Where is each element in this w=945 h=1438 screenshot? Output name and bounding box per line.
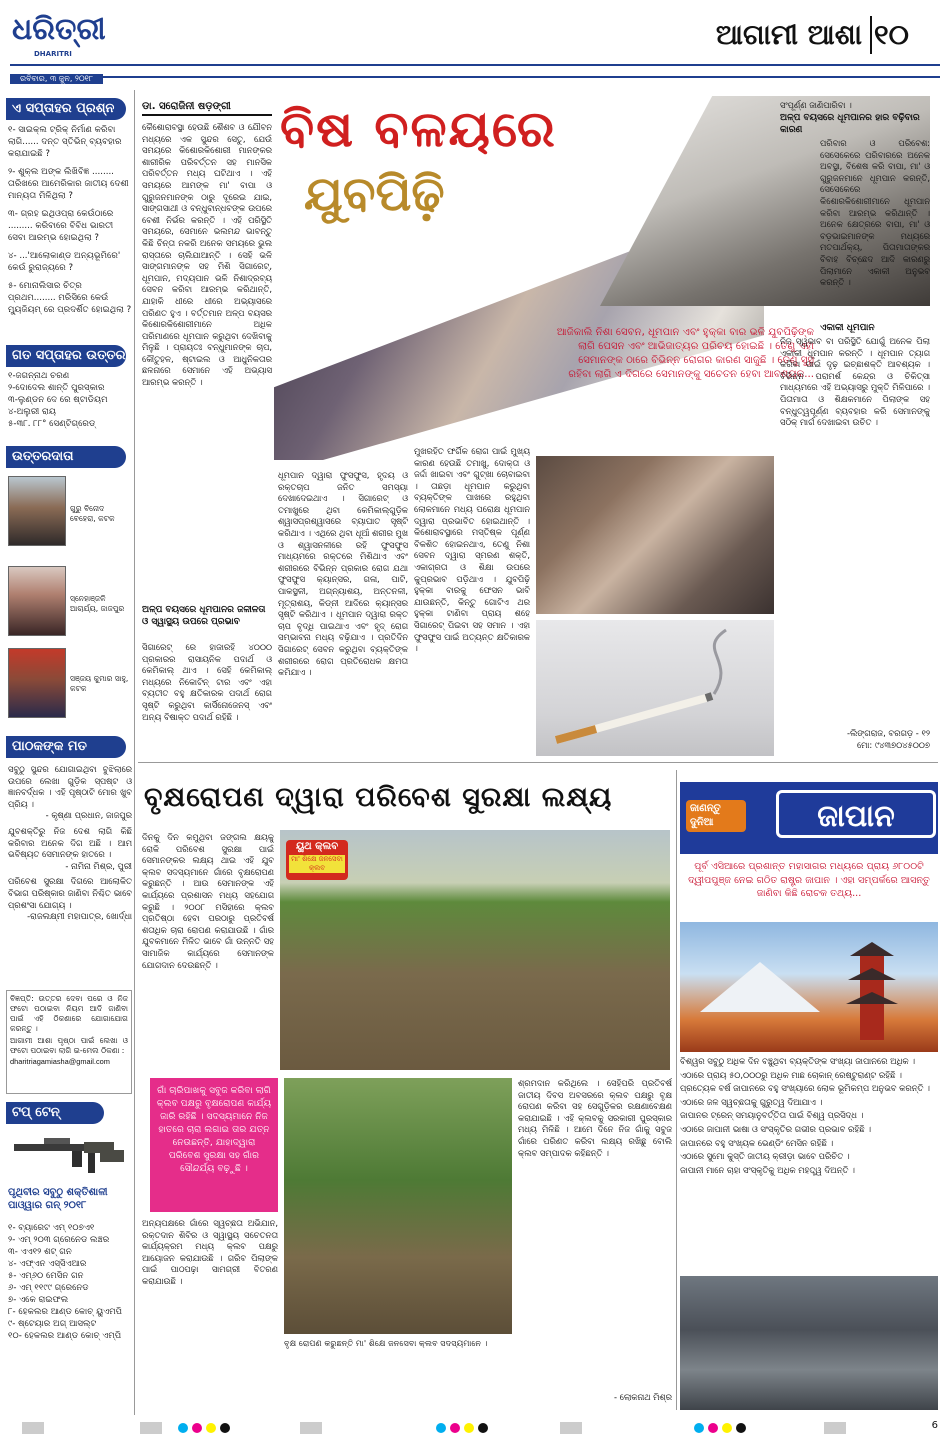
notice-address: ଆଗାମୀ ଆଶା ପୃଷ୍ଠା ପାଇଁ ଲେଖା ଓ ଫଟୋ ପଠାଇବା ଲାଗି ଇ-ମେଲ ଠିକଣା :	[10, 1036, 128, 1055]
japan-header	[680, 782, 938, 854]
badge-bottom: ମା' ଶିକ୍ଷେ ଜନସେବା କ୍ଲବ	[289, 855, 345, 873]
article1-col1: କୈଶୋରାବସ୍ଥା ହେଉଛି ଶୈଶବ ଓ ଯୌବନ ମଧ୍ୟରେ ଏକ ସୁନ୍ଦର ସେତୁ, ଯେଉଁ ସମୟରେ କିଶୋରକିଶୋରୀ ମାନଙ୍କର ଶାରୀରିକ ପରିବର୍ତ୍ତନ ସହ ମାନସିକ ପରିବର୍ତ୍ତନ ମଧ୍ୟ ଘଟିଥାଏ । ଏହି ସମୟରେ ଆମଙ୍କ ମା' ବାପା ଓ ଗୁରୁଜନମାନଙ୍କ ଠାରୁ ଦୂରେଇ ଯାଇ, ସାଙ୍ଗସାଥୀ ଓ ବନ୍ଧୁବାନ୍ଧବଙ୍କ ଉପରେ ବେଶୀ ନିର୍ଭର କରନ୍ତି । ଏହି ପରିସ୍ଥିତି ସମୟରେ, ସେମାନେ ଭଲମନ୍ଦ ଭାବନ୍ତୁ କିଛି ଚିନ୍ତା ନକରି ଅନେକ ସମୟରେ ଭୁଲ ରାସ୍ତାରେ ଚାଲିଯାଆନ୍ତି । ସେହି ଭଳି ସାଙ୍ଗମାନଙ୍କ ସହ ମିଶି ସିଗାରେଟ୍, ଧୂମପାନ, ମଦ୍ୟପାନ ଭଳି ନିଶାଦ୍ରବ୍ୟ ସେବନ କରିବା ଆରମ୍ଭ କରିଥାନ୍ତି, ଯାହାକି ଧୀରେ ଧୀରେ ଅଭ୍ୟାସରେ ପରିଣତ ହୁଏ । ବର୍ତ୍ତମାନ ଅଳ୍ପ ବୟସର କିଶୋରକିଶୋରୀମାନେ ଅଧିକ ପରିମାଣରେ ଧୂମପାନ କରୁଥିବା ଦେଖିବାକୁ ମିଳୁଛି । ପ୍ରାୟତଃ ବନ୍ଧୁମାନଙ୍କ ଚାପ, କୌତୁହଳ, ଷ୍ଟାଇଲ ଓ ଆଧୁନିକତାର ଛଳନାରେ ସେମାନେ ଏହି ଅଭ୍ୟାସ ଆରମ୍ଭ କରନ୍ତି ।	[142, 122, 272, 388]
opinion-title: ପାଠକଙ୍କ ମତ	[6, 736, 126, 758]
article2-signoff: - ଲୋକନାଥ ମିଶ୍ର	[613, 1392, 672, 1402]
winner-photo	[8, 648, 66, 718]
article1-col1b: ସିଗାରେଟ୍ ରେ ହାଜାରହି ୪୦୦୦ ପ୍ରକାରର ରାସାୟନିକ ପଦାର୍ଥ ଓ କେମିକାଲ୍ ଥାଏ । ସେହି କେମିକାଲ୍ ମଧ୍ୟରେ ନିକୋଟିନ୍ ଟାର ଏବଂ ଏହା ବ୍ୟତୀତ ବହୁ କ୍ଷତିକାରକ ପଦାର୍ଥ ରୋଗ ସୃଷ୍ଟି କରୁଥିବା କାର୍ସିନୋଜେନସ୍ ଏବଂ ଅନ୍ୟ ବିଷାକ୍ତ ପଦାର୍ଥ ରହିଛି ।	[142, 642, 272, 722]
quiz-item: ୩- ଗ୍ରହ ଇଥିଓପ୍ରା କେଉଁଠାରେ ......... କରିବାରେ ବିବିଧ ଭାରତୀ ସେବା ଆରମ୍ଭ ହୋଇଥିଲା ?	[8, 209, 114, 243]
winner-name: ଗୁରୁ ବିନୋଦ ବେହେରା, କଟକ	[70, 504, 115, 523]
quiz-item: ୫- ମୋନାଲିସାର ଚିତ୍ର ପ୍ରଥମ........ ମରିସିରେ କେଉଁ ମ୍ୟୁଜିୟମ୍ ରେ ପ୍ରଦର୍ଶିତ ହୋଇଥିଲା ?	[8, 281, 132, 315]
opinion-text: ପରିବେଶ ସୁରକ୍ଷା ଦିଗରେ ଆଲୋକିତ ବିଭାଗ ପରିଷ୍କାର ଜାଣିବା ନିଶ୍ଚିତ ଭାବେ ପ୍ରଶଂସା ଯୋଗ୍ୟ ।	[8, 876, 132, 910]
club-badge	[286, 840, 348, 880]
masthead	[0, 0, 945, 88]
japan-title: ଜାପାନ	[776, 790, 936, 838]
print-marks	[0, 1418, 945, 1438]
article1-intro: ଆଜିକାଲି ନିଶା ସେବନ, ଧୂମପାନ ଏବଂ ହୁକ୍କା ବାର ଭଳି ଯୁବପିଢ଼ିଙ୍କ ଲାଗି ପେସନ ଏବଂ ଆଭିଜାତ୍ୟର ପରିଚୟ ହୋଇଛି । ତେଣୁ ଏହା ସେମାନଙ୍କ ଠାରେ ବିଭିନ୍ନ ରୋଗର କାରଣ ସାଜୁଛି । ତେଣୁ ସୁସ୍ଥ ରହିବା ଲାଗି ଏ ଦିଗରେ ସେମାନଙ୍କୁ ସଚେତନ ହେବା ଆବଶ୍ୟକ...	[556, 327, 814, 380]
winner-photo	[8, 566, 66, 636]
headline-line2: ଯୁବପିଢ଼ି	[304, 166, 445, 222]
gun-image	[14, 1130, 126, 1178]
quiz-item: ୧- ସାଇକ୍ଲ ଟ୍ରିକ୍ ନିର୍ମାଣ କରିବା ଲାଗି...... ଦନ୍ତ ସ୍ତିଭିନ୍ ବ୍ୟବହାର କରାଯାଇଛି ?	[8, 125, 122, 159]
top10-item: ୨- ଏମ୍ ୨୦୩ ଗ୍ରେନେଡ ଲଞ୍ଚର	[8, 1235, 110, 1245]
japan-fact: ଏଠାରେ ସୁମୋ କୁସ୍ତି ଜାତୀୟ କ୍ରୀଡ଼ା ଭାବେ ପରିଚିତ ।	[680, 1151, 850, 1162]
top10-item: ୧- ବ୍ୟାରେଟ ଏମ୍ ୧୦୭ଏ୧	[8, 1223, 95, 1233]
article2-col3: ଶ୍ରମଦାନ କରିଥିଲେ । ସେହିପରି ପ୍ରତିବର୍ଷ ଜାତୀୟ ଦିବସ ଅବସରରେ କ୍ଲବ ପକ୍ଷରୁ ବୃକ୍ଷ ରୋପଣ କରିବା ସହ ସେଗୁଡ଼ିକର ରକ୍ଷଣାବେକ୍ଷଣ କରାଯାଇଛି । ଏହି କ୍ଲବକୁ ସରକାରୀ ପୁରସ୍କାର ମଧ୍ୟ ମିଳିଛି । ଆମେ ଦିନେ ନିଜ ଗାଁକୁ ସବୁଜ ଗାଁରେ ପରିଣତ କରିବା ଲକ୍ଷ୍ୟ ରଖିଛୁ ବୋଲି କ୍ଲବ ସମ୍ପାଦକ କହିଛନ୍ତି ।	[518, 1078, 672, 1158]
japan-fact: ଏଠାରେ ଜାପାନୀ ଭାଷା ଓ ସଂସ୍କୃତିର ଗଭୀର ପ୍ରଭାବ ରହିଛି ।	[680, 1123, 871, 1134]
date-bar	[10, 64, 940, 83]
answer-item: ୪-ଅଲୁରୀ ରାୟ	[8, 407, 56, 417]
logo	[12, 10, 122, 62]
article1-col2: ଧୂମପାନ ଦ୍ୱାରା ଫୁସଫୁସ, ହୃଦୟ ଓ ରକ୍ତଚାପ ଜନିତ ସମସ୍ୟା ଦେଖାଦେଇଥାଏ । ସିଗାରେଟ୍ ଓ ତମାଖୁରେ ଥିବା କେମିକାଲ୍ଗୁଡ଼ିକ ଶ୍ୱାସପ୍ରଶ୍ୱାସରେ ବ୍ୟାଘାତ ସୃଷ୍ଟି କରିଥାଏ । ଏଥିରେ ଥିବା ଧୂଆଁ ଶରୀର ମୁଖ ଓ ଶ୍ୱାସନଳୀରେ ରହି ଫୁସଫୁସ ମାଧ୍ୟମରେ ରକ୍ତରେ ମିଶିଥାଏ ଏବଂ ଶରୀରରେ ବିଭିନ୍ନ ପ୍ରକାର ରୋଗ ଯଥା ଫୁସଫୁସ କ୍ୟାନ୍ସର, ଗଳା, ପାଟି, ପାକସ୍ଥଳୀ, ଅଗ୍ନ୍ୟାଶୟ, ଅନ୍ତନଳୀ, ମୂତ୍ରାଶୟ, କିଡ୍ନୀ ଆଦିରେ କ୍ୟାନ୍ସର ସୃଷ୍ଟି କରିଥାଏ । ଧୂମପାନ ଦ୍ୱାରା ରକ୍ତ ଚାପ ବୃଦ୍ଧି ପାଇଥାଏ ଏବଂ ହୃଦ୍ ରୋଗ ସମ୍ଭାବନା ମଧ୍ୟ ବଢ଼ିଯାଏ । ପ୍ରତିଦିନ ସିଗାରେଟ୍ ସେବନ କରୁଥିବା ବ୍ୟକ୍ତିଙ୍କ ଶରୀରରେ ରୋଗ ପ୍ରତିରୋଧକ କ୍ଷମତା କମିଯାଏ ।	[278, 470, 408, 678]
article1-signoff: -ଲିଙ୍ଗରାଜ, ବରଗଡ଼ - ୧୨	[846, 728, 930, 738]
winner-card	[8, 566, 132, 638]
notice-box	[6, 990, 132, 1094]
answers-list	[8, 370, 132, 440]
plantation-photo	[284, 1078, 512, 1334]
japan-fact: ଜାପାନୀ ମାନେ ଚାହା ସଂସ୍କୃତିକୁ ଅଧିକ ମହତ୍ତ୍ୱ ଦିଅନ୍ତି ।	[680, 1164, 855, 1175]
winner-name: ସ୍ନେହାଞ୍ଜଳି ଆଚାର୍ଯ୍ୟ, ଜାଜପୁର	[70, 594, 125, 613]
quiz-list	[8, 124, 132, 336]
article1-col4b: ନିଜ ସ୍ୱଭାବ ବା ପରିସ୍ଥିତି ଯୋଗୁଁ ଅନେକ ପିଲା ଏକାକୀ ଧୂମପାନ କରନ୍ତି । ଧୂମପାନ ତ୍ୟାଗ କରିବା ପାଇଁ ଦୃଢ଼ ଇଚ୍ଛାଶକ୍ତି ଆବଶ୍ୟକ । ବିଭିନ୍ନ ପରାମର୍ଶ କେନ୍ଦ୍ର ଓ ଚିକିତ୍ସା ମାଧ୍ୟମରେ ଏହି ଅଭ୍ୟାସରୁ ମୁକ୍ତି ମିଳିପାରେ । ପିତାମାତା ଓ ଶିକ୍ଷକମାନେ ପିଲାଙ୍କ ସହ ବନ୍ଧୁତ୍ୱପୂର୍ଣ୍ଣ ବ୍ୟବହାର କରି ସେମାନଙ୍କୁ ସଠିକ୍ ମାର୍ଗ ଦେଖାଇବା ଉଚିତ ।	[780, 336, 930, 428]
article1-col3: ମୁଖରହିତ ଫର୍ଗିକ ରୋଗ ପାଇଁ ମୁଖ୍ୟ କାରଣ ହେଉଛି ତମାଖୁ, ଦୋକ୍ତା ଓ ଜର୍ଦ୍ଦା ଖାଇବା ଏବଂ ଗୁଟ୍ଖା ଚୋବାଇବା । ତାଛଡ଼ା ଧୂମପାନ କରୁଥିବା ବ୍ୟକ୍ତିଙ୍କ ପାଖରେ ରହୁଥିବା ଲୋକମାନେ ମଧ୍ୟ ପରୋକ୍ଷ ଧୂମପାନ ଦ୍ୱାରା ପ୍ରଭାବିତ ହୋଇଥାନ୍ତି । କିଶୋରାବସ୍ଥାରେ ମସ୍ତିଷ୍କ ପୂର୍ଣ୍ଣ ବିକଶିତ ହୋଇନଥାଏ, ତେଣୁ ନିଶା ସେବନ ଦ୍ୱାରା ସ୍ମରଣ ଶକ୍ତି, ଏକାଗ୍ରତା ଓ ଶିକ୍ଷା ଉପରେ କୁପ୍ରଭାବ ପଡ଼ିଥାଏ । ଯୁବପିଢ଼ି ହୁକ୍କା ବାରକୁ ଫେସନ ଭାବି ଯାଉଛନ୍ତି, କିନ୍ତୁ ଗୋଟିଏ ଥର ହୁକ୍କା ଟାଣିବା ପ୍ରାୟ ଶହେ ସିଗାରେଟ୍ ପିଇବା ସହ ସମାନ । ଏହା ଫୁସଫୁସ ପାଇଁ ଅତ୍ୟନ୍ତ କ୍ଷତିକାରକ ।	[414, 446, 530, 654]
japan-fact: ପ୍ରତ୍ୟେକ ବର୍ଷ ଜାପାନରେ ବହୁ ସଂଖ୍ୟାରେ ଲୋକ ଭୂମିକମ୍ପ ଅନୁଭବ କରନ୍ତି ।	[680, 1083, 930, 1094]
notice-text: ବିଜ୍ଞପ୍ତି: ଉତ୍ତର ଦେବା ପରେ ଓ ନିଜ ଫଟୋ ପଠାଇବା ନିୟମ ଆଦି ଜାଣିବା ପାଇଁ ଏହି ଠିକଣାରେ ଯୋଗାଯୋଗ କରନ୍ତୁ ।	[10, 994, 128, 1033]
opinion-block	[8, 764, 132, 970]
opinion-signature: - ନାମିନା ମିଶ୍ର, ପୁରୀ	[65, 860, 132, 871]
subhead-smoking-effects: ଅଳ୍ପ ବୟସରେ ଧୂମପାନର ଜଳୀଳତା ଓ ସ୍ୱାସ୍ଥ୍ୟ ଉପରେ ପ୍ରଭାବ	[142, 605, 266, 627]
hookah-photo	[536, 456, 774, 614]
article1-signoff-phone: ମୋ: ୯୪୩୭୦୪୫୦୦୭	[856, 740, 930, 750]
top10-list	[8, 1222, 132, 1412]
logo-sub: DHARITRI	[34, 50, 72, 58]
winner-card	[8, 648, 132, 720]
article1-col4a: ପରିବାର ଓ ପରିବେଶ: ସେସେକେରେ ପରିବାରରେ ଅନେକ ଅବସ୍ଥା, ବିଶେଷ କରି ବାପା, ମା' ଓ ଗୁରୁଜନମାନେ ଧୂମପାନ କରନ୍ତି, ସେସେକେରେ କିଶୋରକିଶୋରୀମାନେ ଧୂମପାନ କରିବା ଆରମ୍ଭ କରିଥାନ୍ତି । ଅନେକ କ୍ଷେତ୍ରରେ ବାପା, ମା' ଓ ବଡ଼ଭାଇମାନଙ୍କ ମଧ୍ୟରେ ମତପାର୍ଥକ୍ୟ, ପିତାମାତାଙ୍କର ବିବାହ ବିଚ୍ଛେଦ ଆଦି କାରଣରୁ ପିଲାମାନେ ଏକାକୀ ଅନୁଭବ କରନ୍ତି ।	[820, 138, 930, 288]
japan-facts	[680, 1056, 938, 1268]
top10-subtitle: ପୃଥିବୀର ସବୁଠୁ ଶକ୍ତିଶାଳୀ ପାଓ୍ୱାର ଗନ୍ ୨୦୧୮	[8, 1187, 108, 1211]
top10-item: ୧୦- ହେକଲର ଆଣ୍ଡ କୋଚ୍ ଏମ୍ପି	[8, 1331, 122, 1341]
winner-name: ସଞ୍ଜୟ କୁମାର ସାହୁ, କଟକ	[70, 674, 129, 693]
top10-item: ୭- ଏକେ ରାଇଫଲ	[8, 1295, 69, 1305]
page-number-top: ୧୦	[874, 18, 909, 51]
japan-fact: ବିଶ୍ୱର ସବୁଠୁ ଅଧିକ ଦିନ ବଞ୍ଚୁଥିବା ବ୍ୟକ୍ତିଙ୍କ ସଂଖ୍ୟା ଜାପାନରେ ଅଧିକ ।	[680, 1056, 915, 1066]
opinion-text: ଯୁବଶକ୍ତିରୁ ନିଜ ଦେଶ ଲାଗି କିଛି କରିବାର ଅନେକ ଦିଗ ଅଛି । ଆମ ଭବିଷ୍ୟତ ସେମାନଙ୍କ ହାତରେ ।	[8, 825, 132, 860]
article2-title: ବୃକ୍ଷରୋପଣ ଦ୍ୱାରା ପରିବେଶ ସୁରକ୍ଷା ଲକ୍ଷ୍ୟ	[144, 782, 613, 813]
tree-planting-photo	[280, 830, 670, 1070]
photo-caption: ବୃକ୍ଷ ରୋପଣ କରୁଛନ୍ତି ମା' ଶିକ୍ଷେ ଜନସେବା କ୍ଲବ ସଦସ୍ୟମାନେ ।	[284, 1338, 488, 1348]
article2-col2: ଅନ୍ୟପକ୍ଷରେ ଗାଁରେ ସ୍ୱଚ୍ଛତା ଅଭିଯାନ, ରକ୍ତଦାନ ଶିବିର ଓ ସ୍ୱାସ୍ଥ୍ୟ ସଚେତନତା କାର୍ଯ୍ୟକ୍ରମ ମଧ୍ୟ କ୍ଲବ ପକ୍ଷରୁ ଆୟୋଜନ କରାଯାଉଛି । ଗରିବ ପିଲାଙ୍କ ପାଇଁ ପାଠପଢ଼ା ସାମଗ୍ରୀ ବିତରଣ କରାଯାଉଛି ।	[142, 1218, 278, 1286]
logo-text: ଧରିତ୍ରୀ	[12, 12, 106, 47]
japan-fact: ଜାପାନରେ ବହୁ ସଂଖ୍ୟକ ଭେଣ୍ଡିଂ ମେସିନ ରହିଛି ।	[680, 1137, 834, 1148]
opinion-text: ସବୁଠୁ ସୁନ୍ଦର ଯୋଗାଇଥିବା ବୁଝିଲାରେ ଉପରେ ଲେଖା ଗୁଡ଼ିକ ସ୍ପଷ୍ଟ ଓ ଜ୍ଞାନବର୍ଦ୍ଧକ । ଏହି ପୃଷ୍ଠାଟି ମୋର ଖୁବ ପ୍ରିୟ ।	[8, 764, 132, 809]
burning-cigarette-photo	[536, 620, 774, 756]
section-title: ଆଗାମୀ ଆଶା	[715, 18, 862, 51]
winners-title: ଉତ୍ତରଦାତା	[6, 446, 126, 468]
quiz-item: ୨- ଶୁକ୍ଲ ଅଙ୍କ ଲିଖିବିଜ୍ଞ ........ ତାରିଖରେ ଆମେରିକାର ଜାତୀୟ ଦେଶୀ ମାନ୍ୟତା ମିଳିଥିଲା ?	[8, 167, 129, 201]
badge-top: ୟୁଥ କ୍ଲବ	[295, 841, 339, 852]
answers-title: ଗତ ସପ୍ତାହର ଉତ୍ତର	[6, 345, 126, 367]
answer-item: ୩-ଲୁଣ୍ଡନ ଦେ ରେ ଷ୍ଟାଡିୟମ	[8, 395, 108, 405]
headline-line1: ବିଷ ବଳୟରେ	[280, 100, 557, 158]
folio-number: 6	[931, 1420, 938, 1431]
quiz-item: ୪- ...'ଆଲୋକାଣ୍ଡ ଅନ୍ୟଭୂମିରେ' କେଉଁ ରୁରାଜ୍ୟରେ ?	[8, 251, 121, 273]
opinion-signature: - କୃଷ୍ଣା ପ୍ରଧାନ, ଜାଜପୁର	[45, 810, 132, 821]
japan-fact: ଏଠାରେ ପ୍ରାୟ ୫୦,୦୦୦ରୁ ଅଧିକ ମାଛ ଚୋକାନ୍ ରେଷ୍ଟୁରାଣ୍ଟ ରହିଛି ।	[680, 1069, 902, 1080]
article2-quote: ଗାଁ ଚାରିପାଖକୁ ସବୁଜ କରିବା ଲାଗି କ୍ଲବ ପକ୍ଷରୁ ବୃକ୍ଷରୋପଣ କାର୍ଯ୍ୟ ଜାରି ରହିଛି । ସଦସ୍ୟମାନେ ନିଜ ହାତରେ ଚାରା ଲଗାଇ ତାର ଯତ୍ନ ନେଉଛନ୍ତି, ଯାହାଦ୍ୱାରା ପରିବେଶ ସୁରକ୍ଷା ସହ ଗାଁର ସୌନ୍ଦର୍ଯ୍ୟ ବଢ଼ୁଛି ।	[150, 1078, 278, 1212]
top10-item: ୬- ଏମ୍ ୧୧୯୯ ଗ୍ରେନେଡ	[8, 1283, 89, 1293]
fish-market-photo	[680, 1276, 938, 1410]
top10-item: ୩- ଏଏ୧୨ ଶଟ୍ ଗନ	[8, 1247, 72, 1257]
article1-col4-head: ସଂପୂର୍ଣ୍ଣ ଜାଣିପାରିବା ।	[780, 100, 852, 110]
top10-title: ଟପ୍ ଟେନ୍	[6, 1102, 104, 1124]
japan-fact: ଏଠାରେ ଜଳ ସ୍ୱଚ୍ଛତାକୁ ଗୁରୁତ୍ୱ ଦିଆଯାଏ ।	[680, 1096, 823, 1107]
winner-photo	[8, 476, 66, 546]
top10-item: ୯- ଷ୍ଟେୟାର ଅଗ୍ ଆସଲ୍ଟ	[8, 1319, 97, 1329]
opinion-signature: -ରାଜଲକ୍ଷ୍ମୀ ମହାପାତ୍ର, ଖୋର୍ଦ୍ଧା	[27, 911, 132, 922]
article1-title	[280, 96, 610, 246]
top10-item: ୫- ଏମ୍୬୦ ମେସିନ ଗନ	[8, 1271, 84, 1281]
article2-col1: ଦିନକୁ ଦିନ କମୁଥିବା ଜଙ୍ଗଲ କ୍ଷୟକୁ ରୋକି ପରିବେଶ ସୁରକ୍ଷା ପାଇଁ ସେମାନଙ୍କର ଲକ୍ଷ୍ୟ ଥାଇ ଏହି ଯୁବ କ୍ଲବ ସଦସ୍ୟମାନେ ଗାଁରେ ବୃକ୍ଷରୋପଣ କରୁଛନ୍ତି । ଆଉ ସେମାନଙ୍କ ଏହି କାର୍ଯ୍ୟରେ ପ୍ରଶାସନ ମଧ୍ୟ ସହଯୋଗ କରୁଛି । ୨୦୦୮ ମସିହାରେ କ୍ଲବ ପ୍ରତିଷ୍ଠା ହେବା ପରଠାରୁ ପ୍ରତିବର୍ଷ ଶତାଧିକ ଚାରା ରୋପଣ କରାଯାଉଛି । ଗାଁର ଯୁବକମାନେ ମିଳିତ ଭାବେ ଗାଁ ଉନ୍ନତି ସହ ସାମାଜିକ କାର୍ଯ୍ୟରେ ସେମାନଙ୍କ ଯୋଗଦାନ ଦେଉଛନ୍ତି ।	[142, 832, 274, 970]
answer-item: ୧-ଜଗନ୍ନାଥ ଚରଣ	[8, 371, 70, 381]
pagoda-icon	[680, 922, 938, 1052]
email-link[interactable]: dharitriagamiasha@gmail.com	[10, 1057, 110, 1066]
top10-item: ୪- ଏଫ୍ଏନ ଏସ୍ସିଏଆର	[8, 1259, 87, 1269]
japan-kicker: ଜାଣନ୍ତୁ ଦୁନିଆ	[686, 800, 746, 832]
byline: ଡା. ସରୋଜିନୀ ଷଡ଼ଙ୍ଗୀ	[142, 100, 272, 116]
winner-card	[8, 476, 132, 548]
top10-item: ୮- ହେକଲର ଆଣ୍ଡ କୋଚ୍ ୟୁଏମପି	[8, 1307, 123, 1317]
rifle-icon	[14, 1130, 126, 1178]
subhead-smoking-reasons: ଅଳ୍ପ ବୟସରେ ଧୂମପାନର ହାର ବଢ଼ିବାର କାରଣ	[780, 113, 920, 135]
subhead-lonely-smoking: ଏକାକୀ ଧୂମପାନ	[820, 323, 875, 333]
date-text: ରବିବାର, ୩ ଜୁନ, ୨୦୧୮	[10, 74, 103, 84]
japan-fact: ଜାପାନର ଟ୍ରେନ୍ ସମୟାନୁବର୍ତ୍ତିତା ପାଇଁ ବିଶ୍ୱ ପ୍ରସିଦ୍ଧ ।	[680, 1110, 864, 1121]
answer-item: ୫-୩୮. ୮୮° ସେଣ୍ଟିଗ୍ରେଡ୍	[8, 419, 96, 429]
cigarette-icon	[536, 620, 774, 756]
quiz-title: ଏ ସପ୍ତାହର ପ୍ରଶ୍ନ	[6, 98, 126, 120]
japan-intro: ପୂର୍ବ ଏସିଆରେ ପ୍ରଶାନ୍ତ ମହାସାଗର ମଧ୍ୟରେ ପ୍ରାୟ ୬୮୦୦ଟି ଦ୍ୱୀପପୁଞ୍ଜ ନେଇ ଗଠିତ ରାଷ୍ଟ୍ର ଜାପାନ । ଏହା ସମ୍ପର୍କରେ ଆସନ୍ତୁ ଜାଣିବା କିଛି ରୋଚକ ତଥ୍ୟ...	[688, 861, 930, 900]
mount-fuji-pagoda-photo	[680, 922, 938, 1052]
answer-item: ୨-ଦୋଦେଲ ଶାନ୍ତି ପୁରସ୍କାର	[8, 383, 105, 393]
